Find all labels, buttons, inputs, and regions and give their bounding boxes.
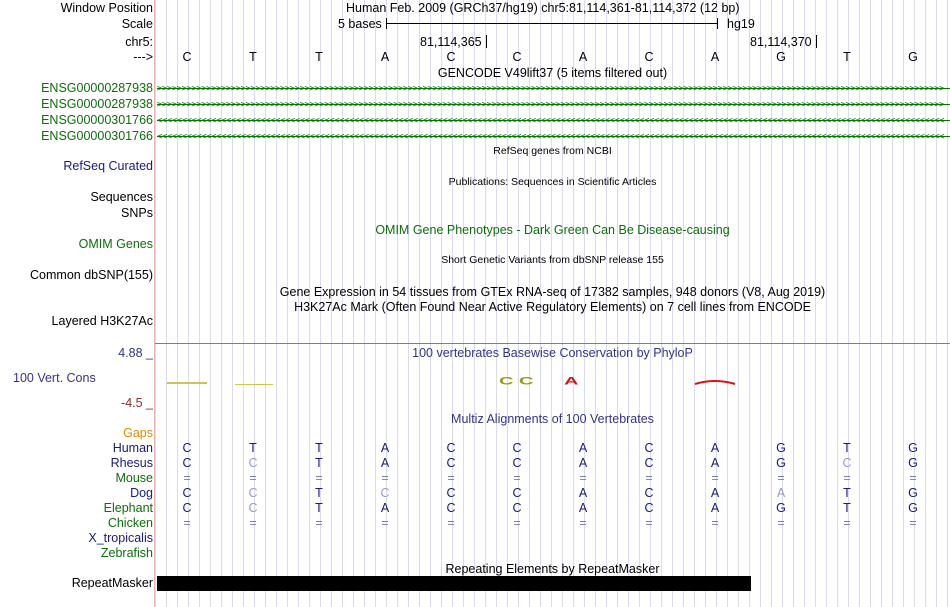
scale-bar-right-tick [717, 18, 718, 29]
alignment-base: C [512, 486, 522, 500]
coordinate-tick-2-mark [816, 35, 817, 48]
h3k27ac-baseline [155, 343, 950, 344]
alignment-base: T [843, 441, 851, 455]
alignment-gap-double-line: = [513, 516, 521, 530]
alignment-base: C [182, 441, 192, 455]
alignment-gap-double-line: = [513, 471, 521, 485]
alignment-base: G [776, 501, 786, 515]
alignment-base: T [315, 486, 323, 500]
alignment-gap-double-line: = [909, 516, 917, 530]
alignment-base: C [182, 486, 192, 500]
alignment-base: C [248, 501, 258, 515]
alignment-base: C [512, 501, 522, 515]
alignment-base: C [446, 441, 456, 455]
species-label-mouse[interactable]: Mouse [115, 471, 153, 485]
alignment-base: A [578, 456, 588, 470]
alignment-gap-double-line: = [579, 471, 587, 485]
alignment-base: A [380, 501, 390, 515]
alignment-base: C [644, 486, 654, 500]
alignment-base: A [578, 501, 588, 515]
alignment-gap-double-line: = [843, 516, 851, 530]
conservation-min-value: -4.5 _ [121, 396, 153, 410]
species-label-elephant[interactable]: Elephant [103, 501, 153, 515]
alignment-base: A [578, 441, 588, 455]
reference-base: A [380, 50, 390, 64]
window-position-value: Human Feb. 2009 (GRCh37/hg19) chr5:81,114,361-81,114,372 (12 bp) [346, 1, 740, 15]
coordinate-tick-1-mark [486, 35, 487, 48]
alignment-base: C [644, 456, 654, 470]
alignment-base: C [446, 501, 456, 515]
dbsnp-track-label[interactable]: Common dbSNP(155) [30, 268, 153, 282]
conservation-track-title: 100 vertebrates Basewise Conservation by PhyloP [412, 346, 693, 360]
alignment-base: A [710, 441, 720, 455]
alignment-base: C [248, 456, 258, 470]
reverse-strand-arrows: <<<<<<<<<<<<<<<<<<<<<<<<<<<<<<<<<<<<<<<<<<<<<<<<<<<<<<<<<<<<<<<<<<<<<<<<<<<<<<<<<<<<<<<<<<<<<<<<<<<<<<<<<<<<<<<<<<<<<<<<<<<<<<<<<<<<<<<<<<<<<<<<<<<<<<<<<<<<<<<< [157, 116, 944, 126]
scale-bar-left-tick [386, 18, 387, 29]
alignment-gap-double-line: = [183, 471, 191, 485]
reference-base: C [644, 50, 654, 64]
scale-bar [386, 23, 718, 24]
reference-base: T [249, 50, 257, 64]
alignment-base: C [644, 441, 654, 455]
alignment-base: T [249, 441, 257, 455]
alignment-base: C [512, 441, 522, 455]
alignment-base: A [380, 441, 390, 455]
species-label-chicken[interactable]: Chicken [107, 516, 153, 530]
scale-text: 5 bases [338, 17, 382, 31]
alignment-gap-double-line: = [249, 471, 257, 485]
alignment-base: G [908, 486, 918, 500]
alignment-base: G [908, 441, 918, 455]
coordinate-tick-2: 81,114,370 [750, 35, 812, 49]
alignment-base: G [908, 501, 918, 515]
alignment-base: C [644, 501, 654, 515]
scale-assembly: hg19 [727, 17, 755, 31]
repeatmasker-track-label[interactable]: RepeatMasker [71, 576, 153, 590]
gencode-gene-label[interactable]: ENSG00000287938 [41, 97, 153, 111]
cons-low-bar-1 [167, 382, 207, 384]
alignment-gap-double-line: = [777, 471, 785, 485]
gaps-label[interactable]: Gaps [123, 426, 153, 440]
alignment-base: A [776, 486, 786, 500]
scale-label: Scale [121, 17, 153, 31]
alignment-base: A [710, 456, 720, 470]
coordinate-tick-1: 81,114,365 [420, 35, 482, 49]
dbsnp-track-title: Short Genetic Variants from dbSNP release 155 [441, 254, 664, 266]
alignment-gap-double-line: = [381, 471, 389, 485]
cons-logo-a: A [564, 374, 579, 388]
reference-base: G [776, 50, 786, 64]
reference-base: G [908, 50, 918, 64]
alignment-gap-double-line: = [315, 516, 323, 530]
gencode-gene-label[interactable]: ENSG00000301766 [41, 113, 153, 127]
alignment-base: T [843, 501, 851, 515]
forward-strand-arrows: >>>>>>>>>>>>>>>>>>>>>>>>>>>>>>>>>>>>>>>>>>>>>>>>>>>>>>>>>>>>>>>>>>>>>>>>>>>>>>>>>>>>>>>>>>>>>>>>>>>>>>>>>>>>>>>>>>>>>>>>>>>>>>>>>>>>>>>>>>>>>>>>>>>>>>>>>>>>>>>> [157, 84, 944, 94]
chrom-label: chr5: [125, 35, 153, 49]
reference-base: T [315, 50, 323, 64]
repeatmasker-track-title: Repeating Elements by RepeatMasker [445, 562, 660, 576]
species-label-x_tropicalis[interactable]: X_tropicalis [88, 531, 153, 545]
alignment-base: G [908, 456, 918, 470]
forward-strand-arrows: >>>>>>>>>>>>>>>>>>>>>>>>>>>>>>>>>>>>>>>>>>>>>>>>>>>>>>>>>>>>>>>>>>>>>>>>>>>>>>>>>>>>>>>>>>>>>>>>>>>>>>>>>>>>>>>>>>>>>>>>>>>>>>>>>>>>>>>>>>>>>>>>>>>>>>>>>>>>>>>> [157, 100, 944, 110]
alignment-base: C [182, 501, 192, 515]
alignment-gap-double-line: = [777, 516, 785, 530]
alignment-base: C [182, 456, 192, 470]
multiz-track-title: Multiz Alignments of 100 Vertebrates [451, 412, 654, 426]
alignment-base: C [446, 486, 456, 500]
alignment-base: A [380, 456, 390, 470]
reference-base: C [446, 50, 456, 64]
conservation-logo [155, 370, 950, 392]
sequences-track-label[interactable]: Sequences [90, 190, 153, 204]
h3k27ac-track-title: H3K27Ac Mark (Often Found Near Active Regulatory Elements) on 7 cell lines from ENCODE [294, 300, 811, 314]
conservation-track-label[interactable]: 100 Vert. Cons [13, 371, 96, 385]
alignment-base: C [842, 456, 852, 470]
alignment-base: C [512, 456, 522, 470]
conservation-max-value: 4.88 _ [118, 346, 153, 360]
alignment-base: T [315, 441, 323, 455]
species-label-rhesus[interactable]: Rhesus [110, 456, 153, 470]
alignment-base: T [315, 456, 323, 470]
snps-track-label[interactable]: SNPs [121, 206, 153, 220]
alignment-base: A [710, 486, 720, 500]
gencode-gene-label[interactable]: ENSG00000301766 [41, 129, 153, 143]
alignment-gap-double-line: = [447, 471, 455, 485]
gtex-track-title: Gene Expression in 54 tissues from GTEx RNA-seq of 17382 samples, 948 donors (V8, Aug 2019) [279, 285, 826, 299]
alignment-gap-double-line: = [909, 471, 917, 485]
species-label-zebrafish[interactable]: Zebrafish [100, 546, 153, 560]
alignment-gap-double-line: = [711, 516, 719, 530]
h3k27ac-track-label[interactable]: Layered H3K27Ac [51, 314, 153, 328]
alignment-gap-double-line: = [579, 516, 587, 530]
alignment-base: C [446, 456, 456, 470]
reference-base: A [578, 50, 588, 64]
alignment-base: G [776, 441, 786, 455]
cons-low-bar-2 [235, 384, 273, 385]
alignment-gap-double-line: = [447, 516, 455, 530]
alignment-gap-double-line: = [183, 516, 191, 530]
strand-label: ---> [133, 50, 153, 64]
reference-base: C [512, 50, 522, 64]
alignment-base: G [776, 456, 786, 470]
alignment-gap-double-line: = [843, 471, 851, 485]
gencode-gene-label[interactable]: ENSG00000287938 [41, 81, 153, 95]
alignment-gap-double-line: = [249, 516, 257, 530]
omim-track-title: OMIM Gene Phenotypes - Dark Green Can Be Disease-causing [375, 223, 730, 237]
alignment-gap-double-line: = [381, 516, 389, 530]
repeatmasker-element[interactable] [157, 576, 751, 591]
reference-base: T [843, 50, 851, 64]
alignment-gap-double-line: = [645, 516, 653, 530]
omim-track-label[interactable]: OMIM Genes [78, 237, 153, 251]
gencode-track-title: GENCODE V49lift37 (5 items filtered out) [437, 66, 668, 80]
refseq-track-title: RefSeq genes from NCBI [493, 145, 612, 157]
alignment-gap-double-line: = [711, 471, 719, 485]
alignment-base: A [578, 486, 588, 500]
window-position-label: Window Position [60, 1, 153, 15]
alignment-base: C [248, 486, 258, 500]
reverse-strand-arrows: <<<<<<<<<<<<<<<<<<<<<<<<<<<<<<<<<<<<<<<<<<<<<<<<<<<<<<<<<<<<<<<<<<<<<<<<<<<<<<<<<<<<<<<<<<<<<<<<<<<<<<<<<<<<<<<<<<<<<<<<<<<<<<<<<<<<<<<<<<<<<<<<<<<<<<<<<<<<<<<< [157, 132, 944, 142]
alignment-base: T [315, 501, 323, 515]
cons-logo-c-1: C [499, 374, 514, 388]
cons-logo-c-2: C [519, 374, 534, 388]
alignment-gap-double-line: = [645, 471, 653, 485]
reference-base: A [710, 50, 720, 64]
alignment-base: T [843, 486, 851, 500]
refseq-track-label[interactable]: RefSeq Curated [63, 159, 153, 173]
species-label-dog[interactable]: Dog [130, 486, 153, 500]
publications-track-title: Publications: Sequences in Scientific Articles [448, 176, 657, 188]
cons-logo-small-mark [695, 381, 735, 384]
alignment-base: A [710, 501, 720, 515]
species-label-human[interactable]: Human [112, 441, 153, 455]
reference-base: C [182, 50, 192, 64]
alignment-gap-double-line: = [315, 471, 323, 485]
alignment-base: C [380, 486, 390, 500]
